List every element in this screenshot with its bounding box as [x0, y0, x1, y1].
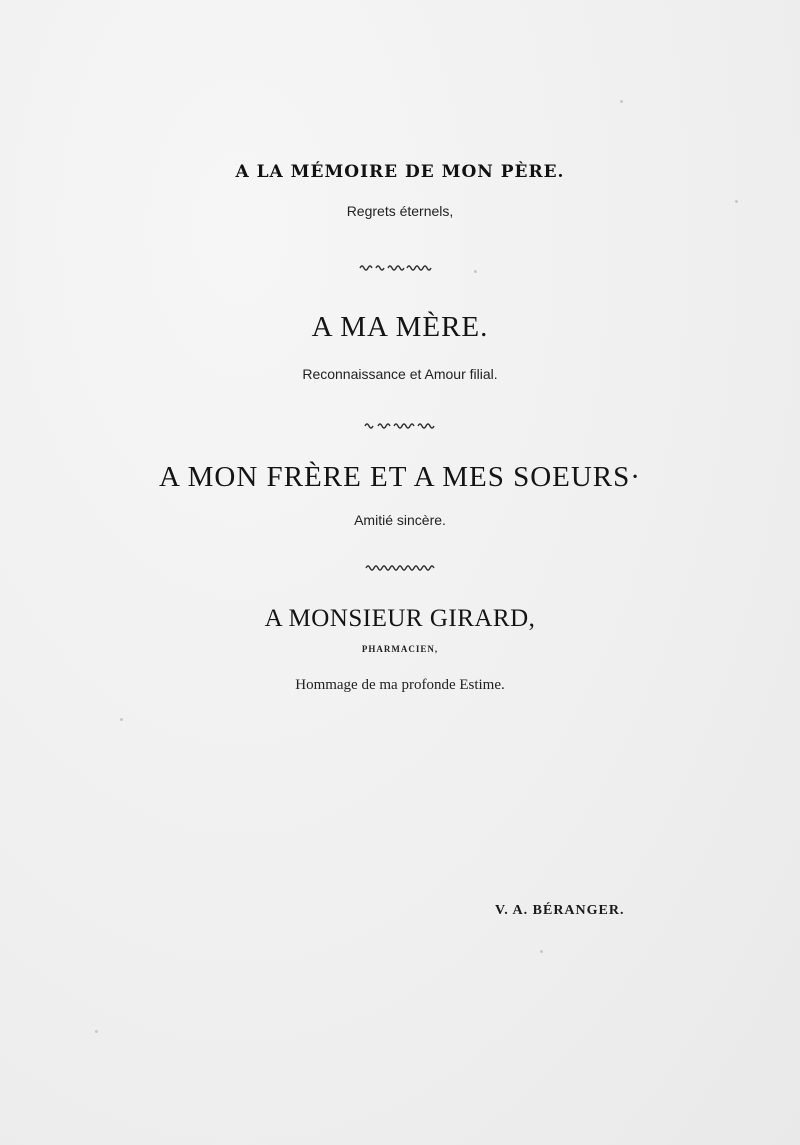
dedication-girard-title: A MONSIEUR GIRARD,: [264, 605, 536, 632]
paper-speck: [120, 718, 123, 721]
ornament-rule-3: [0, 562, 800, 572]
ornament-rule-2: [0, 420, 800, 430]
dedication-siblings-subtitle: Amitié sincère.: [354, 512, 446, 528]
dedication-father-subtitle: Regrets éternels,: [346, 203, 454, 219]
wavy-rule-icon: [363, 420, 437, 430]
paper-speck: [735, 200, 738, 203]
paper-speck: [620, 100, 623, 103]
dedication-girard-qualifier: PHARMACIEN,: [361, 644, 439, 654]
dedication-mother-title: A MA MÈRE.: [311, 311, 489, 343]
paper-speck: [540, 950, 543, 953]
ornament-rule-1: [0, 262, 800, 272]
dedication-girard-subtitle: Hommage de ma profonde Estime.: [295, 677, 505, 693]
dedication-siblings-title: A MON FRÈRE ET A MES SOEURS·: [159, 461, 641, 493]
wavy-rule-icon: [358, 262, 442, 272]
paper-speck: [95, 1030, 98, 1033]
dedication-mother-subtitle: Reconnaissance et Amour filial.: [302, 366, 498, 382]
wavy-rule-icon: [364, 562, 436, 572]
dedication-father-title: A LA MÉMOIRE DE MON PÈRE.: [235, 162, 565, 182]
author-signature: V. A. BÉRANGER.: [495, 903, 625, 918]
paper-speck: [474, 270, 477, 273]
